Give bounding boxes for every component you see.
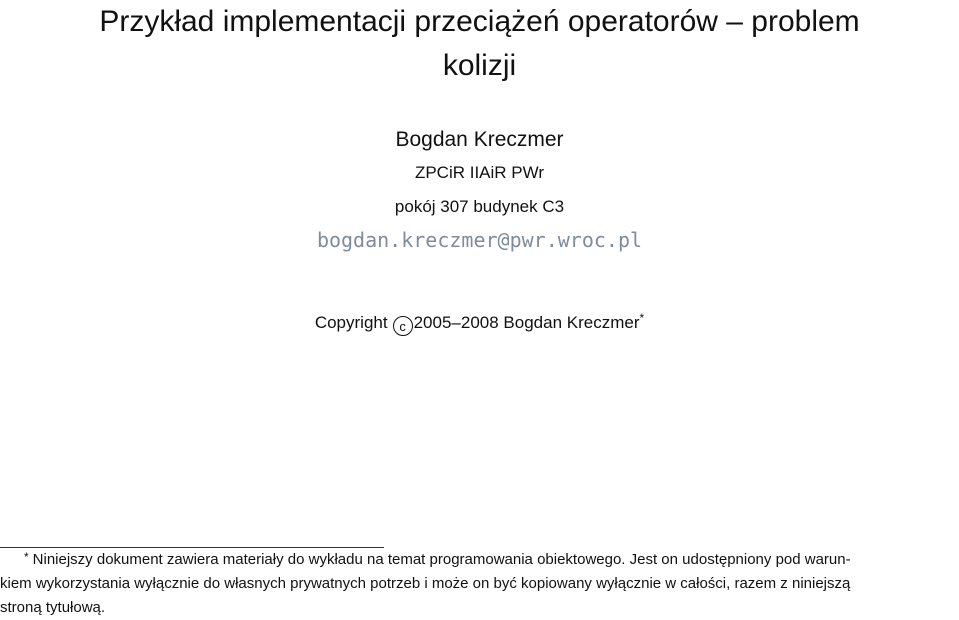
author-room: pokój 307 budynek C3 <box>394 197 565 216</box>
footnote-line-2: kiem wykorzystania wyłącznie do własnych prywatnych potrzeb i może on być kopiowany wyłącznie w całości, razem z niniejszą <box>0 575 851 592</box>
author-name: Bogdan Kreczmer <box>395 128 564 151</box>
copyright-prefix: Copyright <box>314 313 388 332</box>
title-line-2: kolizji <box>442 49 517 82</box>
footnote-line-3: stroną tytułową. <box>0 599 106 616</box>
copyright-notice <box>0 305 959 336</box>
copyright-icon: c <box>393 316 413 336</box>
footnote-line-1 <box>0 545 959 572</box>
footnote-text-1: Niniejszy dokument zawiera materiały do wykładu na temat programowania obiektowego. Jest on udostępniony pod warun- <box>32 551 851 568</box>
footnote-mark: * <box>24 550 29 564</box>
author-affiliation: ZPCiR IIAiR PWr <box>414 163 545 182</box>
author-email: bogdan.kreczmer@pwr.wroc.pl <box>316 228 643 252</box>
document-title <box>0 0 959 88</box>
title-line-1: Przykład implementacji przeciążeń operatorów – problem <box>99 5 860 38</box>
footnote <box>0 545 959 620</box>
copyright-footnote-mark: * <box>639 311 645 325</box>
copyright-text: 2005–2008 Bogdan Kreczmer <box>413 313 640 332</box>
